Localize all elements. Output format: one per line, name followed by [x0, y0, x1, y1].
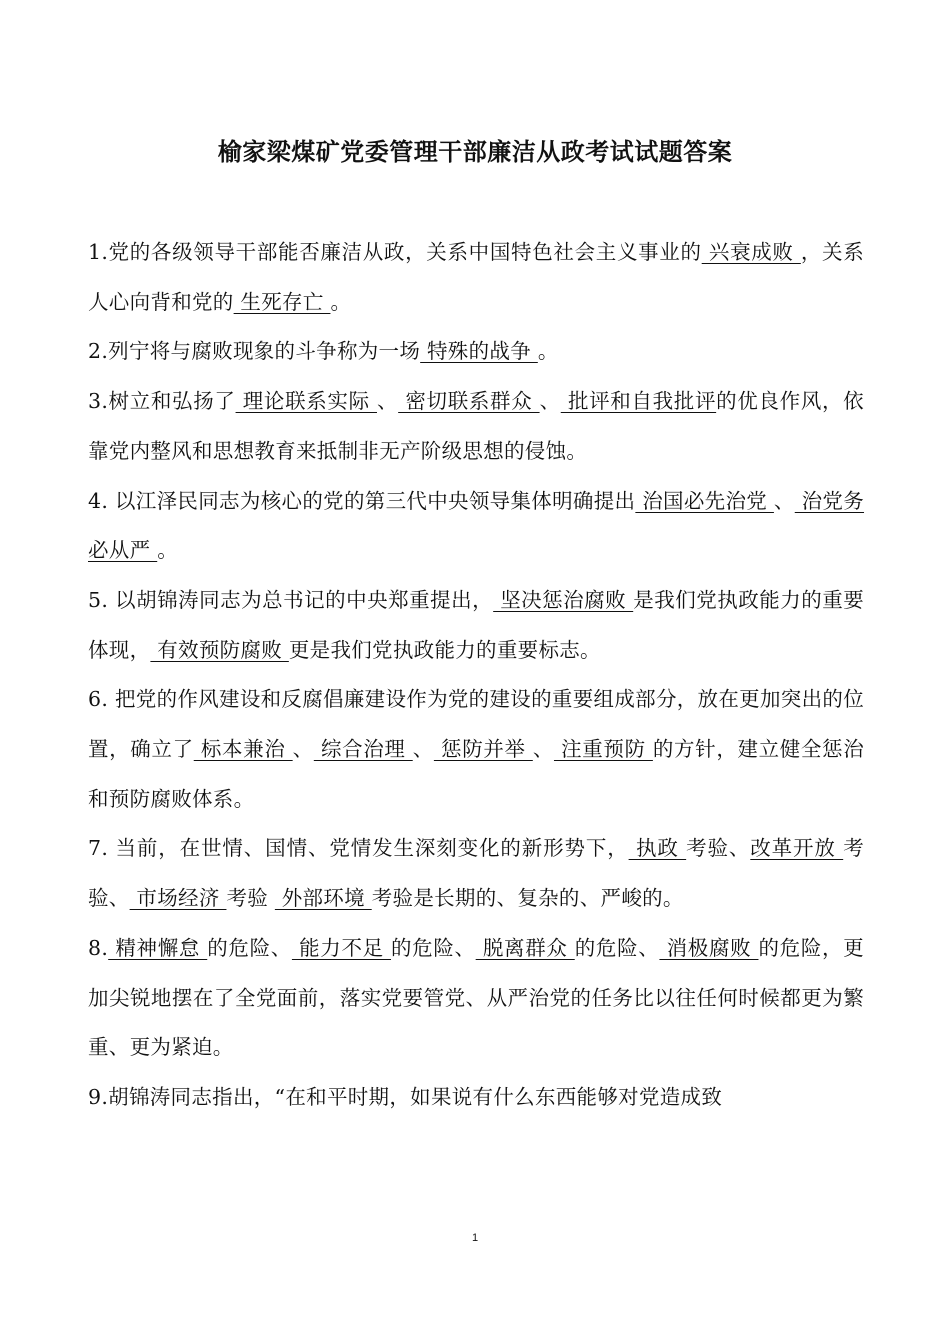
answer-blank: 能力不足 [291, 935, 391, 960]
question-text: 、 [773, 488, 795, 513]
question-text: 是我们党执政能力的重要体现， [88, 587, 864, 662]
answer-blank: 惩防并举 [433, 737, 533, 762]
question-text: 的危险，更加尖锐地摆在了全党面前，落实党要管党、从严治党的任务比以往任何时候都更为繁重、更为紧迫。 [88, 935, 864, 1060]
answer-blank: 特殊的战争 [420, 339, 538, 364]
question-text: ，关系人心向背和党的 [88, 240, 864, 314]
question-item [88, 824, 864, 923]
answer-blank: 理论联系实际 [235, 389, 377, 414]
answer-blank: 执政 [628, 836, 687, 861]
question-text: 的危险、 [574, 935, 660, 960]
page-number: 1 [471, 1232, 479, 1244]
answer-blank: 有效预防腐败 [150, 637, 289, 662]
answer-blank: 市场经济 [129, 886, 227, 911]
answer-blank: 批评和自我批评 [560, 389, 717, 414]
answer-blank: 生死存亡 [233, 289, 331, 314]
answer-blank: 外部环境 [274, 886, 372, 911]
question-text: 的优良作风，依靠党内整风和思想教育来抵制非无产阶级思想的侵蚀。 [88, 389, 864, 463]
answer-blank: 精神懈怠 [108, 935, 208, 960]
question-text: 9.胡锦涛同志指出，“在和平时期，如果说有什么东西能够对党造成致 [88, 1084, 723, 1109]
question-item [88, 576, 864, 675]
question-text: 的危险、 [390, 935, 476, 960]
question-text: 、 [532, 737, 554, 762]
question-text: 考验、 [686, 836, 751, 861]
question-text: 的危险、 [207, 935, 292, 960]
answer-blank: 注重预防 [553, 737, 653, 762]
question-text: 、 [412, 737, 434, 762]
answer-blank: 治国必先治党 [635, 488, 774, 513]
question-text: 、 [376, 389, 399, 414]
answer-blank: 兴衰成败 [701, 240, 801, 264]
answer-blank: 标本兼治 [193, 737, 293, 762]
question-text: 。 [157, 538, 179, 563]
question-text: 的方针，建立健全惩治和预防腐败体系。 [88, 737, 865, 811]
question-text: 考验、 [88, 836, 864, 911]
question-text: 。 [330, 289, 352, 314]
question-text: 5. 以胡锦涛同志为总书记的中央郑重提出， [88, 587, 494, 612]
question-text: 、 [292, 737, 314, 762]
question-item [88, 377, 864, 476]
question-text: 考验 [226, 886, 275, 911]
answer-blank: 综合治理 [313, 737, 413, 762]
question-text: 6. 把党的作风建设和反腐倡廉建设作为党的建设的重要组成部分，放在更加突出的位置，确立了 [88, 687, 864, 762]
question-text: 1.党的各级领导干部能否廉洁从政，关系中国特色社会主义事业的 [88, 240, 702, 264]
question-text: 考验是长期的、复杂的、严峻的。 [371, 886, 684, 911]
document-title: 榆家梁煤矿党委管理干部廉洁从政考试试题答案 [217, 138, 733, 166]
question-text: 更是我们党执政能力的重要标志。 [288, 637, 601, 662]
answer-blank: 坚决惩治腐败 [493, 587, 634, 612]
question-text: 。 [537, 339, 559, 364]
answer-blank: 改革开放 [750, 836, 844, 861]
question-item [88, 924, 864, 1073]
question-item [88, 675, 864, 824]
answer-blank: 密切联系群众 [398, 389, 540, 414]
answer-blank: 治党务必从严 [88, 488, 865, 563]
question-item [88, 1073, 864, 1123]
question-item [88, 228, 864, 327]
question-item [88, 477, 864, 576]
question-text: 2.列宁将与腐败现象的斗争称为一场 [88, 339, 421, 364]
question-list [88, 228, 864, 1123]
question-text: 8. [88, 935, 109, 960]
answer-blank: 脱离群众 [475, 935, 575, 960]
question-text: 、 [539, 389, 561, 414]
question-text: 3.树立和弘扬了 [88, 389, 236, 414]
question-item [88, 327, 864, 377]
answer-blank: 消极腐败 [659, 935, 759, 960]
question-text: 4. 以江泽民同志为核心的党的第三代中央领导集体明确提出 [88, 488, 636, 513]
question-text: 7. 当前，在世情、国情、党情发生深刻变化的新形势下， [88, 836, 629, 861]
